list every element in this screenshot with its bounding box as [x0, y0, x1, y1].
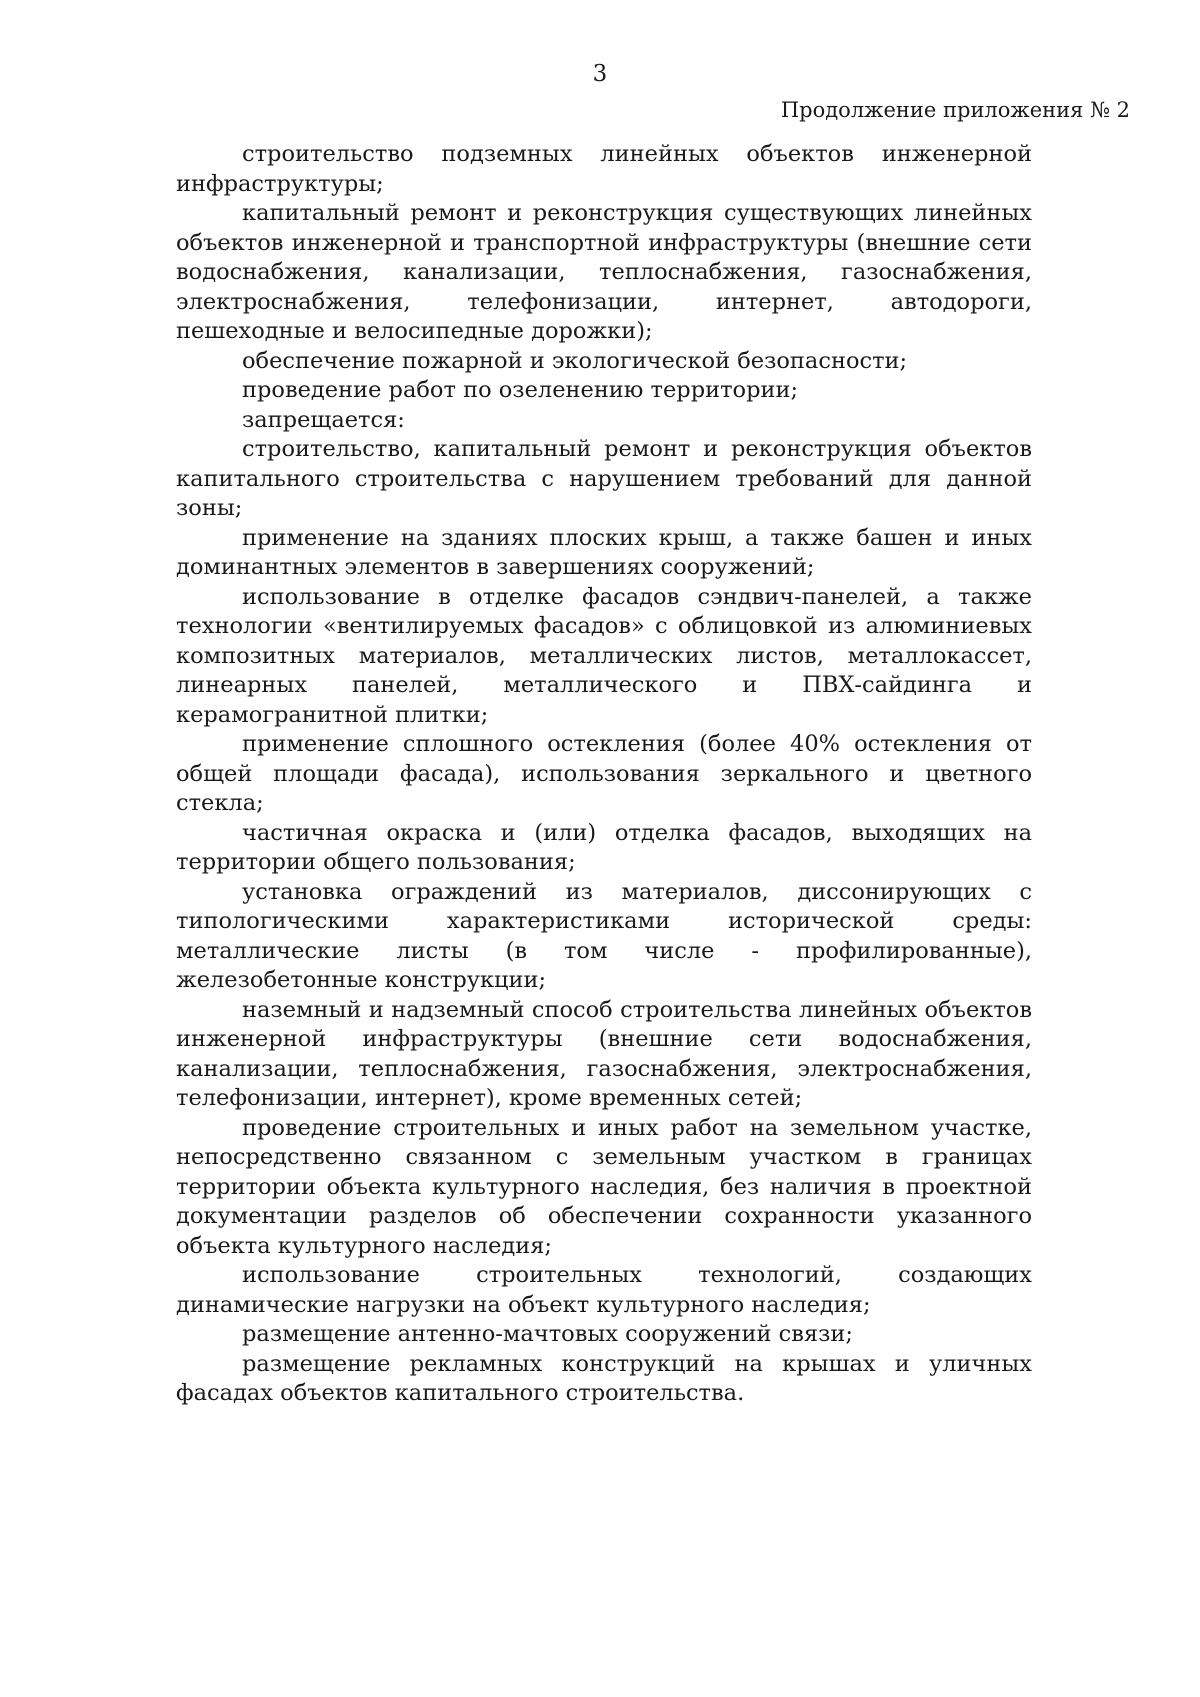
paragraph-2: капитальный ремонт и реконструкция существующих линейных объектов инженерной и транспортной инфраструктуры (внешние сети водоснабжения, канализации, теплоснабжения, газоснабжения, электроснабжения, телефонизации, интернет, автодороги, пешеходные и велосипедные дорожки); — [176, 200, 1032, 344]
paragraph-4: проведение работ по озеленению территории; — [242, 377, 799, 403]
paragraph-16: размещение рекламных конструкций на крышах и уличных фасадах объектов капитального строительства. — [176, 1350, 1032, 1406]
paragraph-7: применение на зданиях плоских крыш, а также башен и иных доминантных элементов в завершениях сооружений; — [176, 524, 1032, 580]
paragraph-9: применение сплошного остекления (более 40% остекления от общей площади фасада), использования зеркального и цветного стекла; — [176, 731, 1032, 816]
paragraph-12: наземный и надземный способ строительства линейных объектов инженерной инфраструктуры (внешние сети водоснабжения, канализации, теплоснабжения, газоснабжения, электроснабжения, телефонизации, интернет), кроме временных сетей; — [176, 996, 1032, 1111]
paragraph-8: использование в отделке фасадов сэндвич-панелей, а также технологии «вентилируемых фасадов» с облицовкой из алюминиевых композитных материалов, металлических листов, металлокассет, линеарных панелей, металлического и ПВХ-сайдинга и керамогранитной плитки; — [176, 583, 1032, 728]
paragraph-5-prohibited-heading: запрещается: — [242, 406, 405, 433]
paragraph-1: строительство подземных линейных объектов инженерной инфраструктуры; — [176, 141, 1032, 197]
paragraph-3: обеспечение пожарной и экологической безопасности; — [242, 347, 908, 374]
paragraph-10: частичная окраска и (или) отделка фасадов, выходящих на территории общего пользования; — [176, 819, 1032, 875]
paragraph-14: использование строительных технологий, создающих динамические нагрузки на объект культурного наследия; — [176, 1262, 1032, 1318]
document-body — [176, 140, 1032, 1409]
page-number: 3 — [592, 61, 608, 87]
paragraph-11: установка ограждений из материалов, диссонирующих с типологическими характеристиками исторической среды: металлические листы (в том числе - профилированные), железобетонные конструкции; — [176, 878, 1032, 993]
paragraph-13: проведение строительных и иных работ на земельном участке, непосредственно связанном с земельным участком в границах территории объекта культурного наследия, без наличия в проектной документации разделов об обеспечении сохранности указанного объекта культурного наследия; — [176, 1114, 1032, 1259]
appendix-continuation-note: Продолжение приложения № 2 — [780, 98, 1130, 122]
paragraph-15: размещение антенно-мачтовых сооружений связи; — [242, 1321, 853, 1347]
paragraph-6: строительство, капитальный ремонт и реконструкция объектов капитального строительства с нарушением требований для данной зоны; — [176, 436, 1032, 521]
